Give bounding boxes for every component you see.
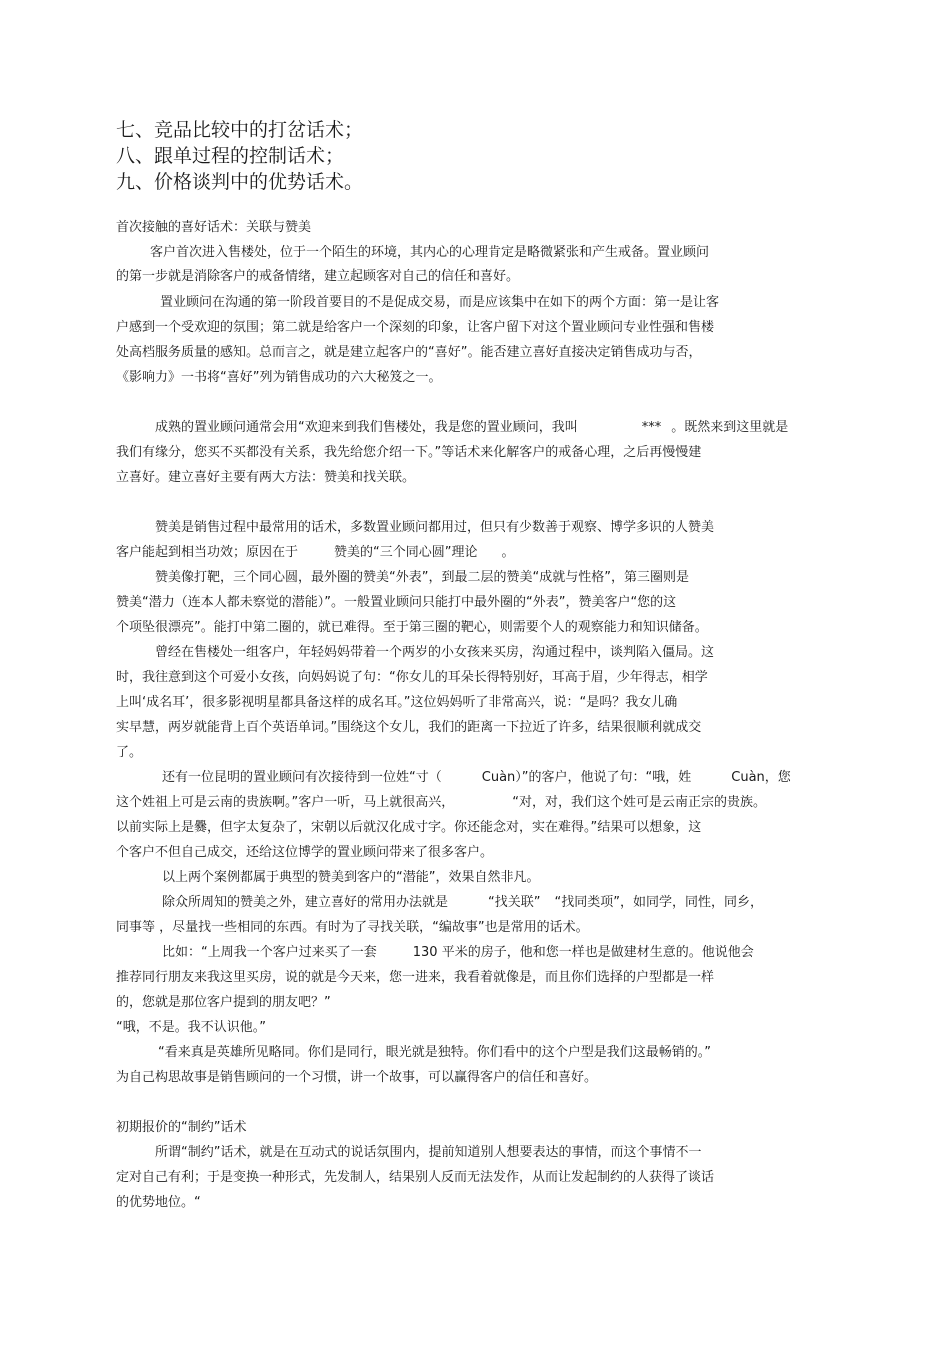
paragraph-line: 了。 [116, 745, 143, 760]
paragraph-line [162, 770, 791, 786]
paragraph-line: 时，我往意到这个可爱小女孩，向妈妈说了句：“你女儿的耳朵长得特别好，耳高于眉，少年得志，相学 [116, 670, 708, 685]
paragraph-line: 处高档服务质量的感知。总而言之，就是建立起客户的“喜好”。能否建立喜好直接决定销售成功与否， [116, 345, 702, 360]
section-heading: 初期报价的“制约”话术 [116, 1120, 247, 1135]
section-heading: 首次接触的喜好话术：关联与赞美 [116, 220, 312, 235]
text-run: 客户能起到相当功效；原因在于 [116, 545, 299, 560]
paragraph-line [162, 895, 763, 911]
paragraph-line: 的，您就是那位客户提到的朋友吧？” [116, 995, 331, 1010]
paragraph-line: 赞美是销售过程中最常用的话术，多数置业顾问都用过，但只有少数善于观察、博学多识的人赞美 [155, 520, 715, 535]
paragraph-line: 我们有缘分，您买不买都没有关系，我先给您介绍一下。”等话术来化解客户的戒备心理，之后再慢慢建 [116, 445, 702, 460]
text-run: Cuàn，您 [731, 770, 791, 785]
text-run: 成熟的置业顾问通常会用“欢迎来到我们售楼处，我是您的置业顾问，我叫 [155, 420, 578, 435]
list-item: 七、竞品比较中的打岔话术； [116, 119, 364, 141]
paragraph-line: 赞美“潜力（连本人都未察觉的潜能）”。一般置业顾问只能打中最外圈的“外表”，赞美客户“您的这 [116, 595, 677, 610]
paragraph-line: 同事等 ，尽量找一些相同的东西。有时为了寻找关联，“编故事”也是常用的话术。 [116, 920, 589, 935]
list-item: 八、跟单过程的控制话术； [116, 145, 345, 167]
paragraph-line: 定对自己有利；于是变换一种形式，先发制人，结果别人反而无法发作，从而让发起制约的人获得了谈话 [116, 1170, 715, 1185]
text-run: “对，对，我们这个姓可是云南正宗的贵族。 [512, 795, 766, 810]
paragraph-line: 为自己构思故事是销售顾问的一个习惯，讲一个故事，可以赢得客户的信任和喜好。 [116, 1070, 598, 1085]
text-run: “找关联” [488, 895, 541, 910]
paragraph-line: 推荐同行朋友来我这里买房，说的就是今天来，您一进来，我看着就像是，而且你们选择的户型都是一样 [116, 970, 715, 985]
text-run: 比如：“上周我一个客户过来买了一套 [162, 945, 377, 960]
paragraph-line: 曾经在售楼处一组客户，年轻妈妈带着一个两岁的小女孩来买房，沟通过程中，谈判陷入僵局。这 [155, 645, 715, 660]
paragraph-line: 所谓“制约”话术，就是在互动式的说话氛围内，提前知道别人想要表达的事情，而这个事情不一 [155, 1145, 702, 1160]
text-run: 。 [501, 545, 515, 560]
paragraph-line: 立喜好。建立喜好主要有两大方法：赞美和找关联。 [116, 470, 416, 485]
text-run: 。既然来到这里就是 [671, 420, 789, 435]
paragraph-line: 实早慧，两岁就能背上百个英语单词。”围绕这个女儿，我们的距离一下拉近了许多，结果很顺利就成交 [116, 720, 702, 735]
paragraph-line: “哦，不是。我不认识他。” [116, 1020, 266, 1035]
text-run: 除众所周知的赞美之外，建立喜好的常用办法就是 [162, 895, 449, 910]
paragraph-line: “看来真是英雄所见略同。你们是同行，眼光就是独特。你们看中的这个户型是我们这最畅销的。” [158, 1045, 711, 1060]
paragraph-line: 赞美像打靶，三个同心圆，最外圈的赞美“外表”，到最二层的赞美“成就与性格”，第三圈则是 [155, 570, 689, 585]
text-run: Cuàn）”的客户，他说了句：“哦，姓 [481, 770, 692, 785]
paragraph-line: 的第一步就是消除客户的戒备情绪，建立起顾客对自己的信任和喜好。 [116, 269, 520, 284]
paragraph-line: 以上两个案例都属于典型的赞美到客户的“潜能”，效果自然非凡。 [162, 870, 540, 885]
paragraph-line: 上叫‘成名耳’，很多影视明星都具备这样的成名耳。”这位妈妈听了非常高兴，说：“是吗？我女儿确 [116, 695, 678, 710]
paragraph-line: 户感到一个受欢迎的氛围；第二就是给客户一个深刻的印象，让客户留下对这个置业顾问专业性强和售楼 [116, 320, 715, 335]
paragraph-line: 置业顾问在沟通的第一阶段首要目的不是促成交易，而是应该集中在如下的两个方面：第一是让客 [160, 295, 720, 310]
paragraph-line: 个项坠很漂亮”。能打中第二圈的，就已难得。至于第三圈的靶心，则需要个人的观察能力和知识储备。 [116, 620, 708, 635]
paragraph-line: 客户首次进入售楼处，位于一个陌生的环境，其内心的心理肯定是略微紧张和产生戒备。置业顾问 [150, 245, 710, 260]
masked-name: *** [641, 420, 662, 435]
text-run: 赞美的“三个同心圆”理论 [334, 545, 478, 560]
paragraph-line [116, 795, 766, 811]
text-run: 这个姓祖上可是云南的贵族啊。”客户一听，马上就很高兴， [116, 795, 455, 810]
paragraph-line: 《影响力》一书将“喜好”列为销售成功的六大秘笈之一。 [116, 370, 442, 385]
paragraph-line: 个客户不但自己成交，还给这位博学的置业顾问带来了很多客户。 [116, 845, 494, 860]
text-run: 还有一位昆明的置业顾问有次接待到一位姓“寸（ [162, 770, 442, 785]
paragraph-line: 的优势地位。“ [116, 1195, 201, 1210]
text-run: “找同类项”，如同学，同性，同乡， [554, 895, 763, 910]
paragraph-line [116, 545, 515, 561]
paragraph-line: 以前实际上是爨，但字太复杂了，宋朝以后就汉化成寸字。你还能念对，实在难得。”结果可以想象，这 [116, 820, 702, 835]
list-item: 九、价格谈判中的优势话术。 [116, 171, 364, 193]
paragraph-line [155, 420, 788, 436]
paragraph-line [162, 945, 754, 961]
text-run: 130 平米的房子，他和您一样也是做建材生意的。他说他会 [412, 945, 754, 960]
